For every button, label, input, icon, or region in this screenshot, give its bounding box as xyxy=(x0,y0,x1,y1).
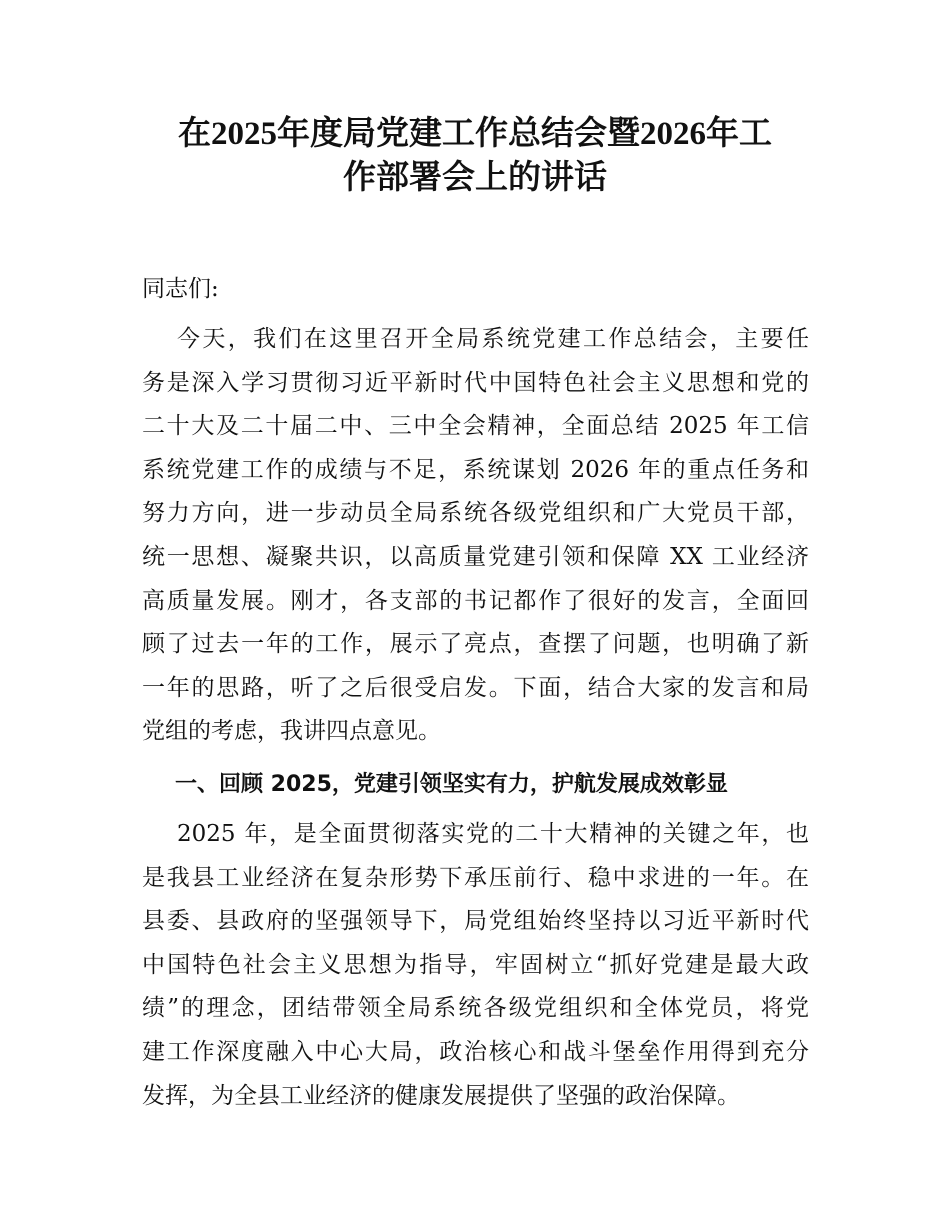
paragraph-review xyxy=(142,813,809,1118)
salutation: 同志们: xyxy=(142,276,219,302)
paragraph-line: 县委、县政府的坚强领导下，局党组始终坚持以习近平新时代 xyxy=(142,908,809,935)
paragraph-line: 绩”的理念，团结带领全局系统各级党组织和全体党员，将党 xyxy=(142,995,809,1022)
paragraph-line: 一年的思路，听了之后很受启发。下面，结合大家的发言和局 xyxy=(142,674,809,701)
paragraph-line: 务是深入学习贯彻习近平新时代中国特色社会主义思想和党的 xyxy=(142,369,809,396)
section-heading: 一、回顾 2025，党建引领坚实有力，护航发展成效彰显 xyxy=(175,772,728,797)
paragraph-line: 是我县工业经济在复杂形势下承压前行、稳中求进的一年。在 xyxy=(142,864,809,891)
paragraph-line: 努力方向，进一步动员全局系统各级党组织和广大党员干部， xyxy=(142,500,809,527)
paragraph-intro xyxy=(142,318,809,754)
paragraph-line: 系统党建工作的成绩与不足，系统谋划 2026 年的重点任务和 xyxy=(142,456,809,483)
paragraph-line: 顾了过去一年的工作，展示了亮点，查摆了问题，也明确了新 xyxy=(142,631,809,658)
paragraph-line: 二十大及二十届二中、三中全会精神，全面总结 2025 年工信 xyxy=(142,413,809,440)
paragraph-line: 2025 年，是全面贯彻落实党的二十大精神的关键之年，也 xyxy=(177,821,809,847)
paragraph-line: 统一思想、凝聚共识，以高质量党建引领和保障 XX 工业经济 xyxy=(142,543,809,570)
section-heading-1-wrap xyxy=(142,760,809,810)
paragraph-line: 党组的考虑，我讲四点意见。 xyxy=(142,718,441,745)
title-line: 作部署会上的讲话 xyxy=(343,160,607,196)
paragraph-line: 中国特色社会主义思想为指导，牢固树立“抓好党建是最大政 xyxy=(142,951,809,978)
paragraph-line: 高质量发展。刚才，各支部的书记都作了很好的发言，全面回 xyxy=(142,587,809,614)
paragraph-line: 发挥，为全县工业经济的健康发展提供了坚强的政治保障。 xyxy=(142,1082,740,1109)
paragraph-line: 建工作深度融入中心大局，政治核心和战斗堡垒作用得到充分 xyxy=(142,1038,809,1065)
document-title xyxy=(100,112,850,200)
title-line: 在2025年度局党建工作总结会暨2026年工 xyxy=(178,116,772,152)
paragraph-line: 今天，我们在这里召开全局系统党建工作总结会，主要任 xyxy=(177,326,809,352)
